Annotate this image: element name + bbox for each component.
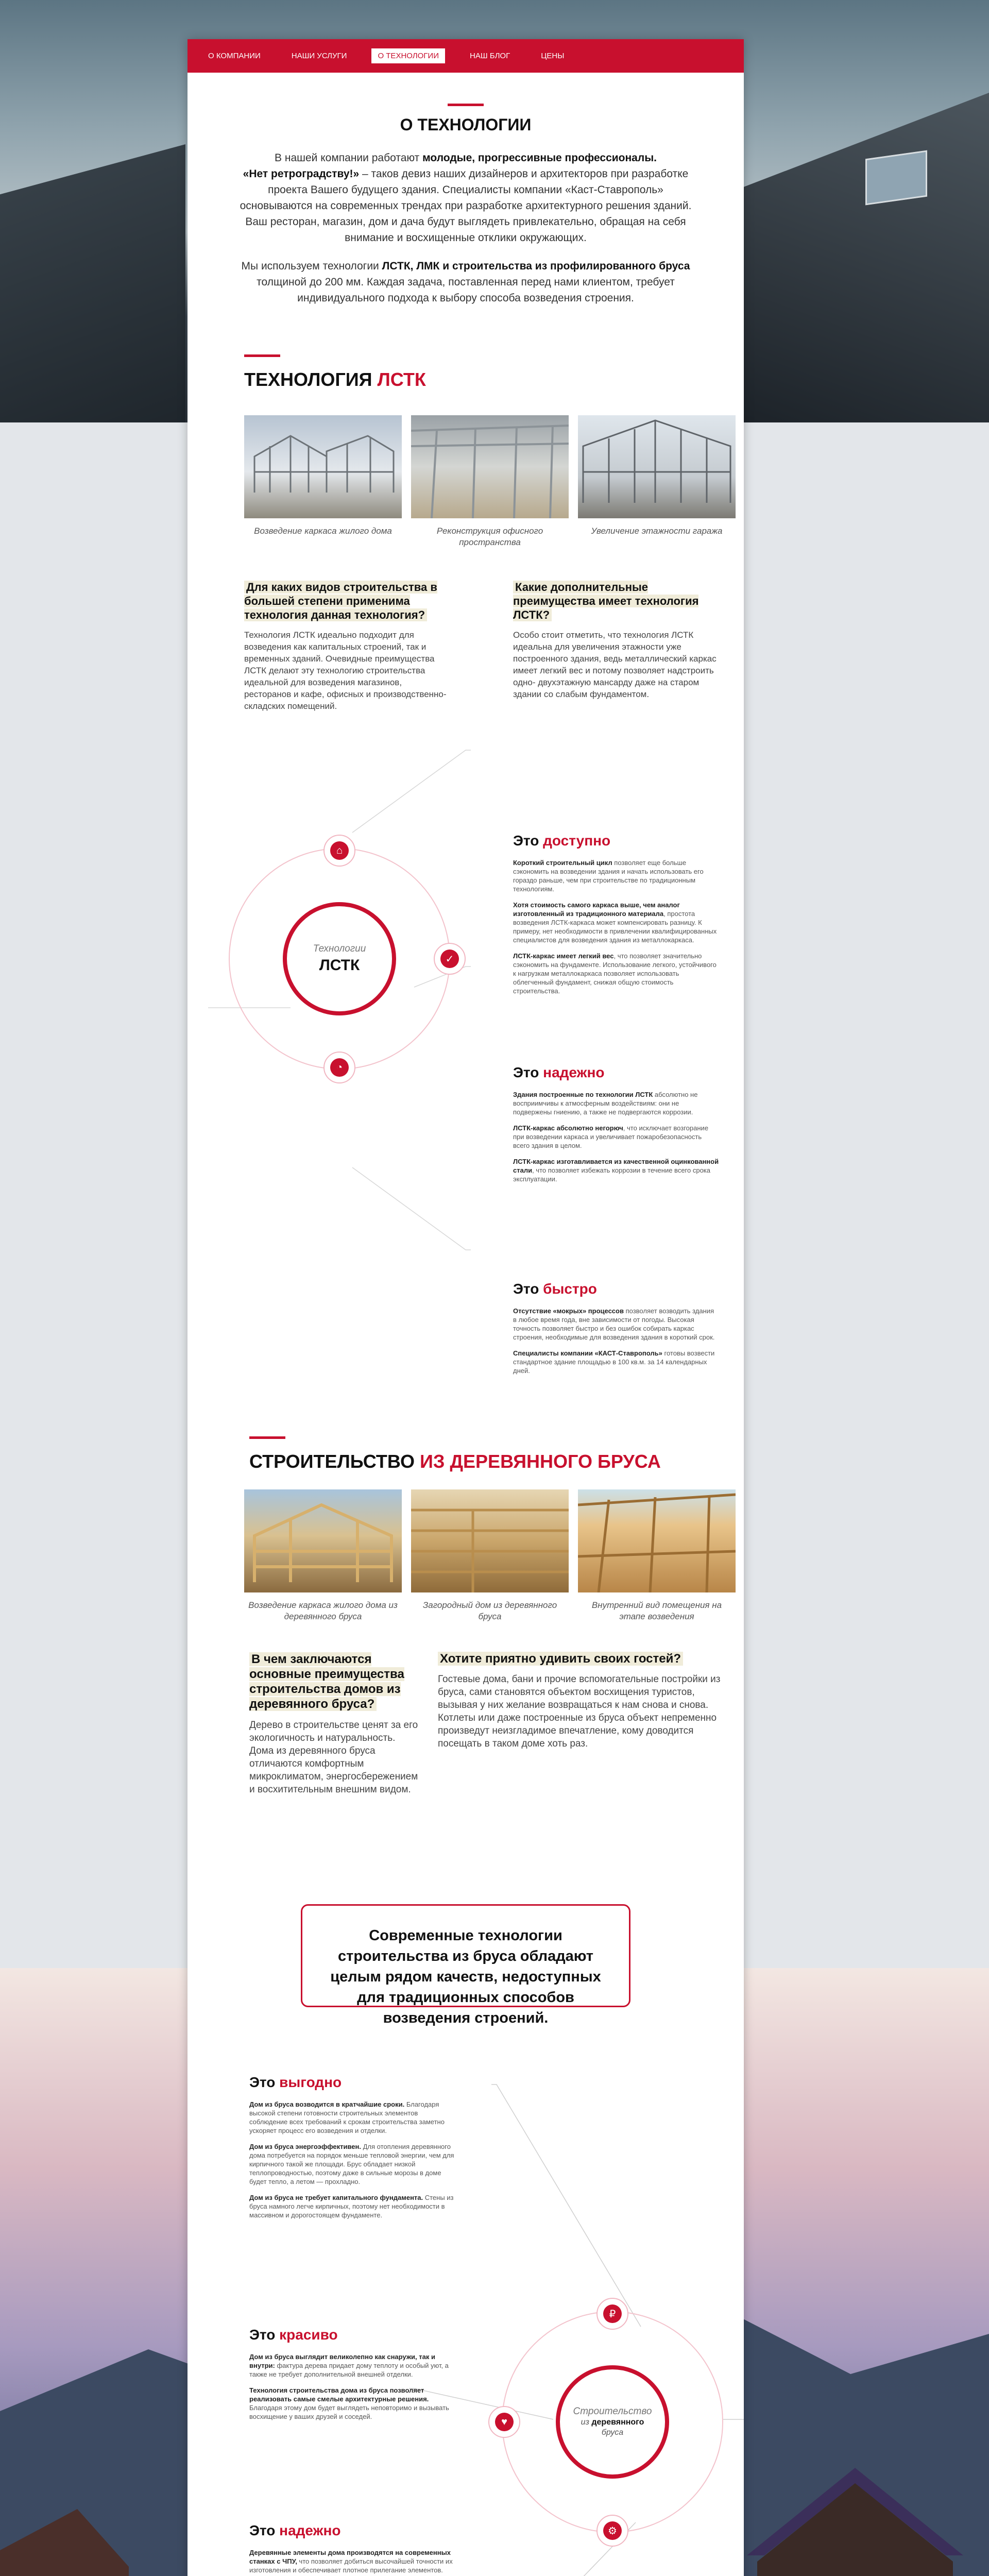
nav-item-services[interactable]: НАШИ УСЛУГИ [291,52,347,60]
center-name: ЛСТК [319,957,360,974]
lstk-benefit-affordable [513,833,719,1003]
photo-caption: Внутренний вид помещения на этапе возведения [591,1600,722,1621]
brus-benefit-profitable [249,2074,455,2227]
home-icon: ⌂ [330,841,349,860]
answer-text: Особо стоит отметить, что технология ЛСТК идеальна для увеличения этажности уже построенного здания, ведь металлический каркас имеет легкий вес и потому позволяет надстроить одно- двухэтажную мансарду даже на старом здании со слабым фундаментом. [513,630,717,699]
brus-photo-card[interactable] [411,1489,569,1622]
photo-frame-garage [578,415,736,518]
center-name: из деревянного бруса [581,2418,644,2437]
roof-window [865,150,927,206]
lstk-photo-card[interactable] [244,415,402,548]
answer-text: Гостевые дома, бани и прочие вспомогательные постройки из бруса, сами становятся объектом восхищения туристов, вызывая у них желание возвращаться к нам снова и снова. Котлеты или даже построенные из бруса объект непременно произведут неизгладимое впечатление, кому доводится посещать в таком доме хоть раз. [438,1674,721,1749]
brus-benefit-beautiful [249,2327,455,2428]
lstk-photo-card[interactable] [411,415,569,548]
brus-qa-1 [249,1652,419,1796]
gear-icon: ⚙ [603,2521,622,2540]
money-icon: ₽ [603,2304,622,2323]
lstk-title: ТЕХНОЛОГИЯ ЛСТК [244,369,426,391]
house-image-left [0,144,185,422]
brus-section [187,1451,744,2576]
benefit-title: Это надежно [249,2522,341,2538]
question-heading: Хотите приятно удивить своих гостей? [438,1652,721,1666]
brus-title: СТРОИТЕЛЬСТВО ИЗ ДЕРЕВЯННОГО БРУСА [249,1451,661,1472]
nav-item-prices[interactable]: ЦЕНЫ [541,52,565,60]
bubble-affordable[interactable] [323,835,355,867]
lstk-qa-2 [513,580,719,700]
lstk-benefit-fast [513,1281,719,1382]
bubble-profitable[interactable] [596,2298,628,2330]
benefit-title: Это быстро [513,1281,597,1297]
benefit-title: Это красиво [249,2327,338,2343]
nav-item-blog[interactable]: НАШ БЛОГ [469,52,510,60]
bubble-reliable[interactable] [596,2515,628,2547]
brus-photo-card[interactable] [244,1489,402,1622]
photo-log-house [411,1489,569,1592]
benefit-text: Дом из бруса выглядит великолепно как снаружи, так и внутри: фактура дерева придает дому теплоту и особый уют, а также не требует дополнительной внешней отделки. Технология строительства дома из бруса позволяет реализовать самые смелые архитектурные решения. Благодаря этому дом будет выглядеть неповторимо и вызывать восхищение у ваших друзей и соседей. [249,2353,449,2420]
about-paragraph-2: Мы используем технологии ЛСТК, ЛМК и строительства из профилированного бруса толщиной до 200 мм. Каждая задача, поставленная перед нами клиентом, требует индивидуального подхода к выбору способа возведения строения. [241,260,690,304]
about-section [187,73,744,306]
photo-frame-house [244,415,402,518]
benefit-text: Деревянные элементы дома производятся на современных станках с ЧПУ, что позволяет добиться высочайшей точности их изготовления и обеспечивает плотное прилегание элементов. [249,2549,453,2574]
nav-item-technology[interactable]: О ТЕХНОЛОГИИ [371,48,445,63]
lstk-benefit-reliable [513,1064,719,1191]
answer-text: Технология ЛСТК идеально подходит для возведения как капитальных строений, так и временных зданий. Очевидные преимущества ЛСТК делают эту технологию строительства идеальной для возведения магазинов, ресторанов и кафе, офисных и производственно-складских помещений. [244,630,447,711]
nav-item-about[interactable]: О КОМПАНИИ [208,52,261,60]
main-nav [187,39,744,73]
house-image-right [731,93,989,422]
brus-photo-card[interactable] [578,1489,736,1622]
bubble-reliable[interactable] [434,943,466,975]
benefit-title: Это доступно [513,833,611,849]
center-label: Строительство [573,2406,652,2417]
center-label: Технологии [313,943,366,954]
answer-text: Дерево в строительстве ценят за его экологичность и натуральность. Дома из деревянного бруса отличаются комфортным микроклиматом, энергосбережением и восхитительным внешним видом. [249,1720,418,1795]
question-heading: В чем заключаются основные преимущества строительства домов из деревянного бруса? [249,1652,404,1711]
question-heading: Для каких видов строительства в большей степени применима технология данная технология? [244,581,437,621]
benefit-title: Это выгодно [249,2074,342,2090]
photo-caption: Возведение каркаса жилого дома [254,526,392,536]
center-circle [283,902,396,1015]
benefit-text: Дом из бруса возводится в кратчайшие сроки. Благодаря высокой степени готовности строительных элементов соблюдение всех требований к срокам строительства заметно ускоряет процесс его возведения и отделки. Дом из бруса энергоэффективен. Для отопления деревянного дома потребуется на порядок меньше тепловой энергии, чем для кирпичного такой же площади. Брус обладает низкой теплопроводностью, поэтому даже в сильные морозы в доме будет тепло, а летом — прохладно. Дом из бруса не требует капитального фундамента. Стены из бруса намного легче кирпичных, поэтому нет необходимости в массивном и дорогостоящем фундаменте. [249,2100,454,2219]
brus-benefit-reliable [249,2522,455,2576]
brus-qa-2 [438,1652,721,1750]
photo-frame-office [411,415,569,518]
photo-log-frame [244,1489,402,1592]
bubble-beautiful[interactable] [488,2406,520,2438]
question-heading: Какие дополнительные преимущества имеет технология ЛСТК? [513,581,699,621]
lstk-qa-1 [244,580,450,712]
check-icon: ✓ [440,950,459,968]
lstk-section [187,369,744,1425]
benefit-text: Здания построенные по технологии ЛСТК абсолютно не восприимчивы к атмосферным воздействиям: они не подвержены гниению, а также не подвергаются коррозии. ЛСТК-каркас абсолютно негорюч, что исключает возгорание при возведении каркаса и увеличивает пожаробезопасность всего здания в целом. ЛСТК-каркас изготавливается из качественной оцинкованной стали, что позволяет избежать коррозии в течение всего срока эксплуатации. [513,1091,719,1183]
title-accent-line [448,104,484,106]
photo-caption: Возведение каркаса жилого дома из деревянного бруса [248,1600,398,1621]
photo-caption: Увеличение этажности гаража [591,526,723,536]
quote-text: Современные технологии строительства из бруса обладают целым рядом качеств, недоступных для традиционных способов возведения строений. [330,1927,601,2026]
clock-icon: ◔ [330,1058,349,1077]
benefit-text: Отсутствие «мокрых» процессов позволяет возводить здания в любое время года, вне зависимости от погоды. Высокая точность позволяет быстро и без ошибок собирать каркас строения, необходимые для возведения здания в короткий срок. Специалисты компании «КАСТ-Ставрополь» готовы возвести стандартное здание площадью в 100 кв.м. за 14 календарных дней. [513,1307,715,1375]
bubble-fast[interactable] [323,1052,355,1083]
benefit-title: Это надежно [513,1064,605,1080]
lstk-photo-row [244,415,736,548]
benefit-text: Короткий строительный цикл позволяет еще больше сэкономить на возведении здания и начать использовать его гораздо раньше, чем при строительстве по традиционным технологиям. Хотя стоимость самого каркаса выше, чем аналог изготовленный из традиционного материала, простота возведения ЛСТК-каркаса может компенсировать разницу. К примеру, нет необходимости в привлечении квалифицированных специалистов для возведения здания из металлокаркаса. ЛСТК-каркас имеет легкий вес, что позволяет значительно сэкономить на фундаменте. Использование легкого, устойчивого к нагрузкам металлокаркаса позволяет использовать облегченный фундамент, снижая общую стоимость строительства. [513,859,717,995]
photo-caption: Реконструкция офисного пространства [436,526,543,547]
quote-box [301,1904,630,2026]
lstk-photo-card[interactable] [578,415,736,548]
photo-interior [578,1489,736,1592]
center-circle [556,2365,669,2479]
content-card [187,39,744,2576]
heart-icon: ♥ [495,2413,514,2431]
page-title: О ТЕХНОЛОГИИ [400,115,532,134]
photo-caption: Загородный дом из деревянного бруса [422,1600,557,1621]
about-paragraph-1: В нашей компании работают молодые, прогрессивные профессионалы. «Нет ретроградству!» – таков девиз наших дизайнеров и архитекторов при разработке проекта Вашего будущего здания. Специалисты компании «Каст-Ставрополь» основываются на современных трендах при разработке архитектурного решения зданий. Ваш ресторан, магазин, дом и дача будут выглядеть привлекательно, обращая на себя внимание и восхищенные отклики окружающих. [240,152,692,244]
brus-photo-row [244,1489,736,1622]
